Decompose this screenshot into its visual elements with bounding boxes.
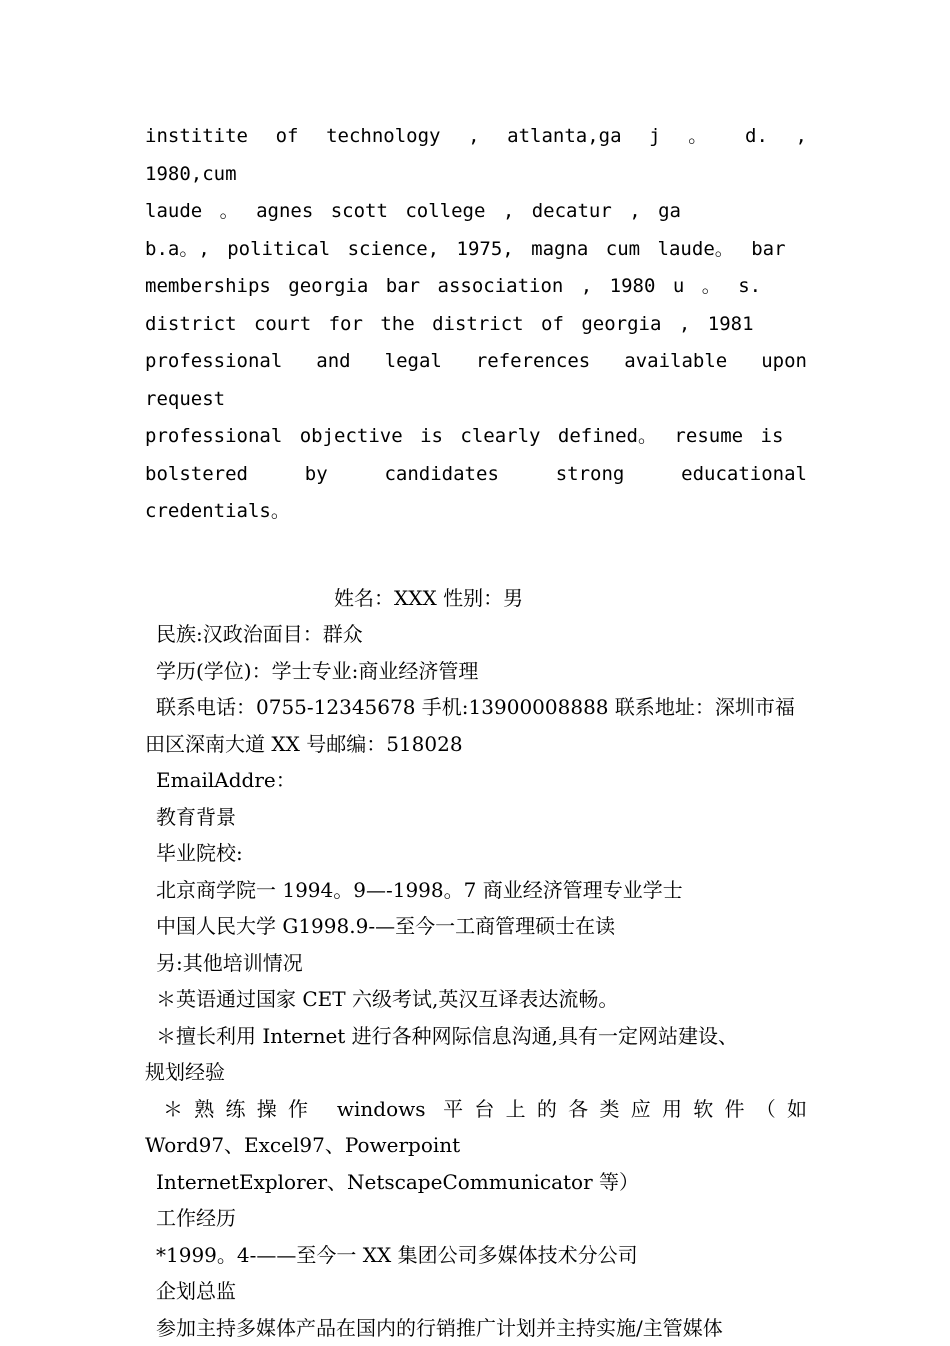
english-line-5: district court for the district of georgia , 1981 bbox=[145, 306, 807, 344]
chinese-resume-block bbox=[145, 580, 807, 1346]
ethnicity-politics-line: 民族:汉政治面目：群众 bbox=[145, 616, 807, 653]
training-item-3-continued: Word97、Excel97、Powerpoint bbox=[145, 1127, 807, 1164]
email-line: EmailAddre： bbox=[145, 762, 807, 799]
training-heading: 另:其他培训情况 bbox=[145, 945, 807, 982]
work-entry-description: 参加主持多媒体产品在国内的行销推广计划并主持实施/主管媒体 bbox=[145, 1310, 807, 1346]
school-entry-2: 中国人民大学 G1998.9-—至今一工商管理硕士在读 bbox=[145, 908, 807, 945]
english-line-4: memberships georgia bar association , 1980 u 。 s. bbox=[145, 268, 807, 306]
contact-line: 联系电话：0755-12345678 手机:13900008888 联系地址：深圳市福 bbox=[145, 689, 807, 726]
training-item-2: ＊擅长利用 Internet 进行各种网际信息沟通,具有一定网站建设、 bbox=[145, 1018, 807, 1055]
document-page bbox=[145, 118, 807, 1346]
degree-major-line: 学历(学位)：学士专业:商业经济管理 bbox=[145, 653, 807, 690]
english-line-2: laude 。 agnes scott college , decatur , ga bbox=[145, 193, 807, 231]
english-line-7: professional objective is clearly defined。 resume is bbox=[145, 418, 807, 456]
work-heading: 工作经历 bbox=[145, 1200, 807, 1237]
address-line: 田区深南大道 XX 号邮编：518028 bbox=[145, 726, 807, 763]
english-line-8: bolstered by candidates strong educational credentials。 bbox=[145, 456, 807, 531]
english-line-6: professional and legal references available upon request bbox=[145, 343, 807, 418]
training-item-1: ＊英语通过国家 CET 六级考试,英汉互译表达流畅。 bbox=[145, 981, 807, 1018]
english-line-3: b.a。, political science, 1975, magna cum laude。 bar bbox=[145, 231, 807, 269]
school-heading: 毕业院校: bbox=[145, 835, 807, 872]
training-item-3: ＊熟练操作 windows 平台上的各类应用软件（如 bbox=[145, 1091, 807, 1128]
training-item-3-software: InternetExplorer、NetscapeCommunicator 等） bbox=[145, 1164, 807, 1201]
work-entry-period: *1999。4-——至今一 XX 集团公司多媒体技术分公司 bbox=[145, 1237, 807, 1274]
english-resume-block bbox=[145, 118, 807, 531]
name-gender-line: 姓名：XXX 性别：男 bbox=[145, 580, 807, 617]
training-item-2-continued: 规划经验 bbox=[145, 1054, 807, 1091]
education-heading: 教育背景 bbox=[145, 799, 807, 836]
work-entry-title: 企划总监 bbox=[145, 1273, 807, 1310]
english-line-1: institite of technology , atlanta,ga j 。 d. , 1980,cum bbox=[145, 118, 807, 193]
school-entry-1: 北京商学院一 1994。9—-1998。7 商业经济管理专业学士 bbox=[145, 872, 807, 909]
